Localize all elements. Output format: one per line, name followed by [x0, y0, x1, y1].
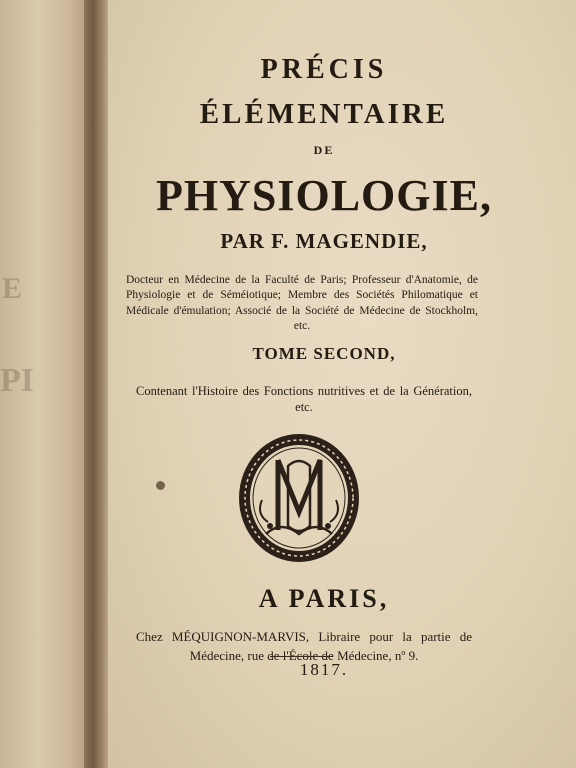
ink-spot: [156, 481, 165, 490]
title-line-2: ÉLÉMENTAIRE: [199, 98, 449, 130]
author-credentials: Docteur en Médecine de la Faculté de Paris; Professeur d'Anatomie, de Physiologie et de Séméiotique; Membre des Sociétés Philomatique et Médicale d'émulation; Associé de la Société de Médecine de Stockholm, etc.: [126, 273, 478, 332]
book-gutter: [84, 0, 110, 768]
volume-label: TOME SECOND,: [252, 344, 396, 363]
divider-rule: [270, 656, 332, 657]
facing-page: [0, 0, 86, 768]
bleed-through-text: E: [2, 272, 23, 305]
monogram-emblem-icon: [236, 430, 362, 566]
title-line-3: PHYSIOLOGIE,: [156, 171, 492, 220]
publication-year: 1817.: [299, 660, 349, 679]
author-name: PAR F. MAGENDIE,: [220, 229, 428, 253]
title-connector: DE: [313, 143, 335, 157]
publication-city: A PARIS,: [258, 584, 390, 613]
title-line-1: PRÉCIS: [260, 54, 388, 85]
volume-contents: Contenant l'Histoire des Fonctions nutritives et de la Génération, etc.: [136, 383, 472, 414]
bleed-through-text: PI: [0, 362, 34, 399]
publisher-line: Chez MÉQUIGNON-MARVIS, Libraire pour la partie de Médecine, rue de l'École de Médecine, nº 9.: [136, 629, 472, 663]
